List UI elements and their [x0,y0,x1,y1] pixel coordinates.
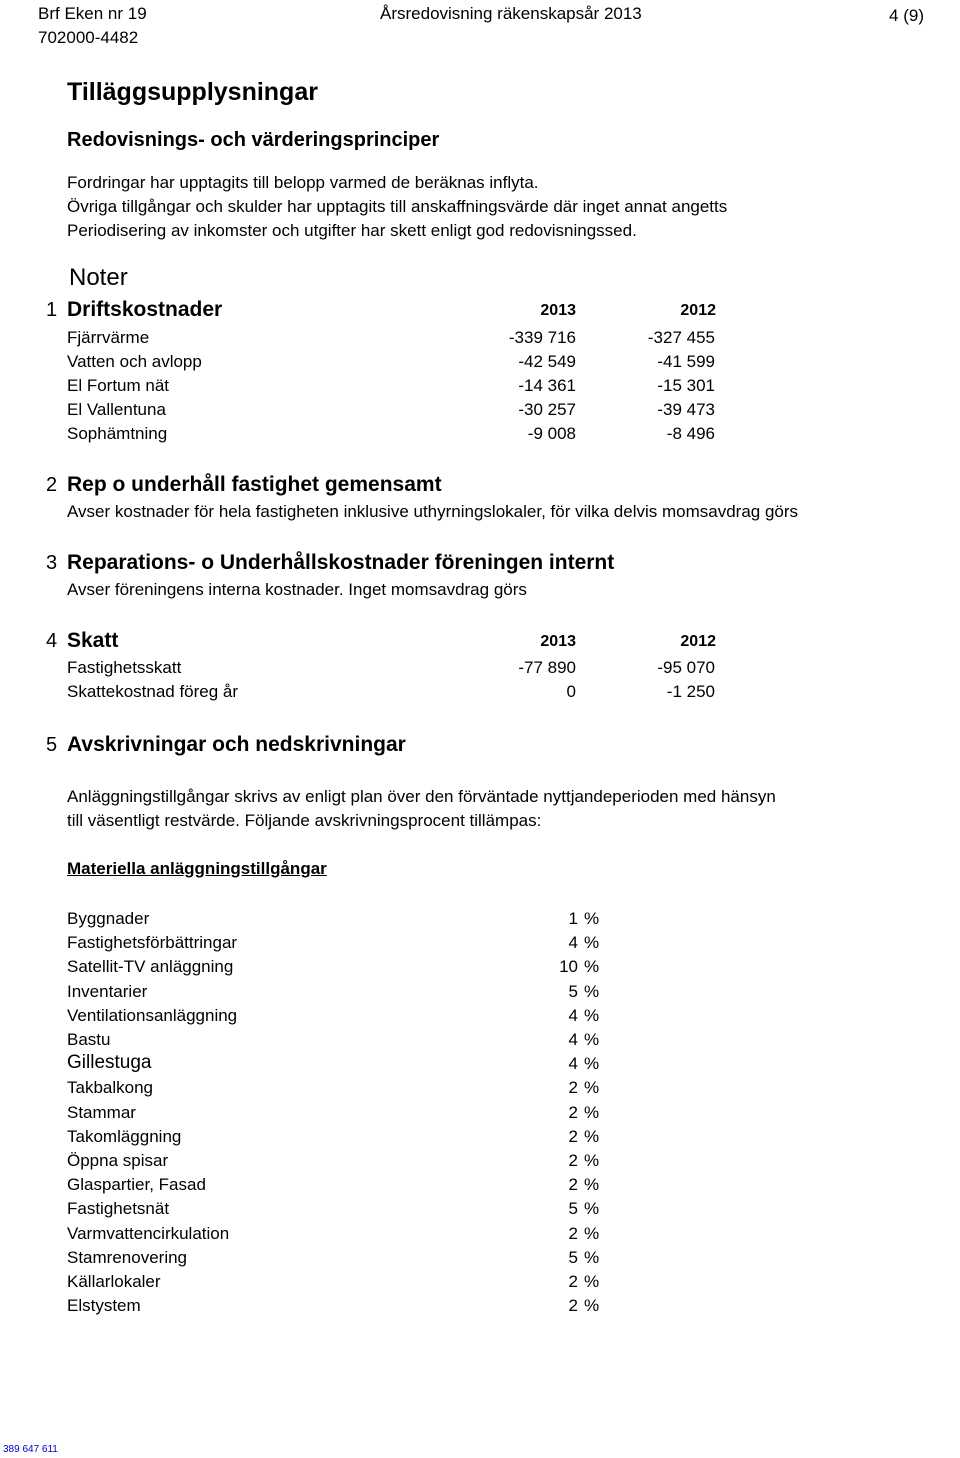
note-1-row-2012: -15 301 [657,376,715,395]
percent-sign: % [584,1103,600,1122]
principles-line-3: Periodisering av inkomster och utgifter har skett enligt god redovisningssed. [67,221,637,240]
percent-sign: % [584,1006,600,1025]
asset-rate: 2 [568,1272,578,1291]
asset-label: Elstystem [67,1296,141,1315]
asset-label: Takbalkong [67,1078,154,1097]
asset-label: Bastu [67,1030,111,1049]
asset-rate: 2 [568,1296,578,1315]
percent-sign: % [584,1078,600,1097]
note-1-row-2012: -8 496 [666,424,715,443]
asset-label: Fastighetsförbättringar [67,933,238,952]
note-5-number: 5 [46,734,58,756]
note-5-subtitle: Materiella anläggningstillgångar [67,859,327,878]
document-title: Årsredovisning räkenskapsår 2013 [380,4,642,23]
percent-sign: % [584,1296,600,1315]
asset-label: Inventarier [67,982,148,1001]
note-3-title: Reparations- o Underhållskostnader föreningen internt [67,551,615,574]
note-1-col-2012: 2012 [680,302,716,319]
principles-line-2: Övriga tillgångar och skulder har upptagits till anskaffningsvärde där inget annat angetts [67,197,728,216]
note-2-text: Avser kostnader för hela fastigheten inklusive uthyrningslokaler, för vilka delvis momsavdrag görs [67,502,799,521]
asset-rate: 2 [568,1175,578,1194]
asset-label: Takomläggning [67,1127,182,1146]
asset-rate: 5 [568,982,578,1001]
note-1-row-2013: -30 257 [518,400,576,419]
note-1-row-label: Vatten och avlopp [67,352,202,371]
note-1-row-2013: -9 008 [527,424,576,443]
percent-sign: % [584,1272,600,1291]
note-1-row-label: Sophämtning [67,424,168,443]
asset-rate: 4 [568,1006,578,1025]
asset-rate: 1 [568,909,578,928]
asset-rate: 5 [568,1199,578,1218]
asset-label: Stamrenovering [67,1248,188,1267]
note-1-col-2013: 2013 [540,302,576,319]
note-1-row-label: El Fortum nät [67,376,170,395]
percent-sign: % [584,1127,600,1146]
percent-sign: % [584,1199,600,1218]
asset-rate: 4 [568,933,578,952]
main-title: Tilläggsupplysningar [67,78,318,106]
note-1-row-2013: -339 716 [508,328,576,347]
percent-sign: % [584,909,600,928]
asset-label: Byggnader [67,909,150,928]
asset-label: Öppna spisar [67,1151,169,1170]
note-1-row-label: El Vallentuna [67,400,166,419]
note-4-number: 4 [46,630,58,652]
note-1-row-2013: -42 549 [518,352,576,371]
percent-sign: % [584,1248,600,1267]
note-2-number: 2 [46,474,58,496]
percent-sign: % [584,1175,600,1194]
note-3-text: Avser föreningens interna kostnader. Inget momsavdrag görs [67,580,527,599]
asset-rate: 10 [559,957,578,976]
percent-sign: % [584,957,600,976]
org-name: Brf Eken nr 19 [38,4,147,23]
note-4-row-label: Fastighetsskatt [67,658,182,677]
note-4-col-2012: 2012 [680,633,716,650]
percent-sign: % [584,982,600,1001]
note-1-row-2013: -14 361 [518,376,576,395]
note-1-title: Driftskostnader [67,298,223,321]
asset-rate: 2 [568,1078,578,1097]
note-5-line-1: Anläggningstillgångar skrivs av enligt plan över den förväntade nyttjandeperioden med hänsyn [67,787,776,806]
note-5-title: Avskrivningar och nedskrivningar [67,733,406,756]
asset-label: Ventilationsanläggning [67,1006,238,1025]
note-4-row-label: Skattekostnad föreg år [67,682,239,701]
percent-sign: % [584,1030,600,1049]
asset-label: Stammar [67,1103,136,1122]
org-number: 702000-4482 [38,28,139,47]
asset-rate: 4 [568,1054,578,1073]
percent-sign: % [584,1151,600,1170]
asset-label: Gillestuga [67,1052,152,1073]
asset-rate: 5 [568,1248,578,1267]
principles-title: Redovisnings- och värderingsprinciper [67,129,440,151]
asset-rate: 2 [568,1127,578,1146]
principles-line-1: Fordringar har upptagits till belopp varmed de beräknas inflyta. [67,173,539,192]
asset-rate: 4 [568,1030,578,1049]
percent-sign: % [584,1224,600,1243]
note-1-row-2012: -327 455 [647,328,715,347]
note-4-col-2013: 2013 [540,633,576,650]
note-2-title: Rep o underhåll fastighet gemensamt [67,473,442,496]
percent-sign: % [584,1054,600,1073]
note-1-row-2012: -39 473 [657,400,715,419]
note-4-row-2013: 0 [566,682,576,701]
note-1-number: 1 [46,299,58,321]
note-1-row-label: Fjärrvärme [67,328,150,347]
note-4-row-2013: -77 890 [518,658,576,677]
percent-sign: % [584,933,600,952]
asset-rate: 2 [568,1103,578,1122]
asset-label: Varmvattencirkulation [67,1224,230,1243]
asset-label: Satellit-TV anläggning [67,957,234,976]
asset-label: Glaspartier, Fasad [67,1175,206,1194]
document-id: 389 647 611 [3,1444,58,1455]
page-number: 4 (9) [889,6,924,25]
note-3-number: 3 [46,552,58,574]
note-4-row-2012: -95 070 [657,658,715,677]
note-1-row-2012: -41 599 [657,352,715,371]
asset-rate: 2 [568,1224,578,1243]
note-4-title: Skatt [67,629,119,652]
notes-title: Noter [69,264,128,291]
asset-rate: 2 [568,1151,578,1170]
note-5-line-2: till väsentligt restvärde. Följande avskrivningsprocent tillämpas: [67,811,542,830]
note-4-row-2012: -1 250 [666,682,715,701]
asset-label: Källarlokaler [67,1272,161,1291]
asset-label: Fastighetsnät [67,1199,170,1218]
